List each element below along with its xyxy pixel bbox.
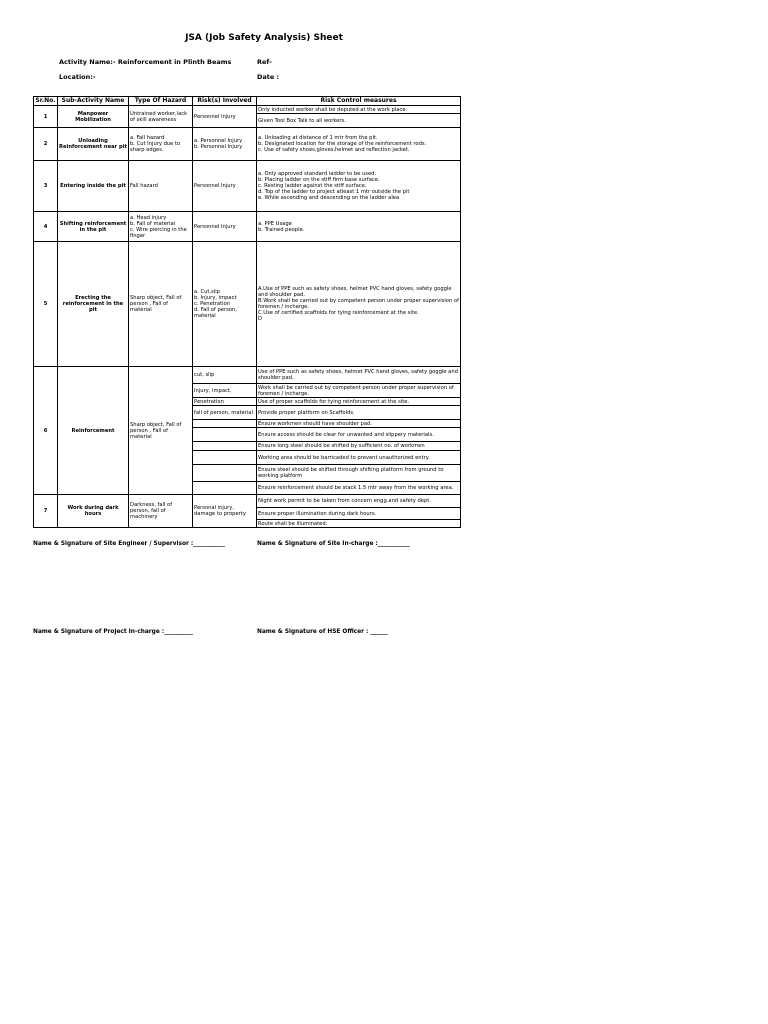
header-sr-no: Sr.No. xyxy=(35,97,56,104)
control-measure: Given Tool Box Talk to all workers. xyxy=(257,114,461,128)
risk-involved xyxy=(193,451,257,465)
hse-officer-signature: Name & Signature of HSE Officer : ______ xyxy=(257,629,388,635)
control-measure: a. Unloading at distance of 1 mtr from the pit. b. Designated location for the storage of the reinforcement rods. c. Use of safety shoes,gloves,helmet and reflection jacket. xyxy=(257,128,461,161)
sheet-title: JSA (Job Safety Analysis) Sheet xyxy=(185,33,343,43)
header-control-measures: Risk Control measures xyxy=(257,97,461,106)
control-measure: Ensure access should be clear for unwanted and slippery materials. xyxy=(257,428,461,442)
ref-label: Ref- xyxy=(257,58,272,66)
hazard-type: Sharp object, Fall of person , Fall of material xyxy=(129,242,193,367)
activity-name: Activity Name:- Reinforcement in Plinth Beams xyxy=(59,58,232,66)
control-measure: Ensure reinforcement should be stack 1.5 mtr away from the working area. xyxy=(257,482,461,495)
control-measure: Night work permit to be taken from concern engg.and safety dept. xyxy=(257,495,461,508)
hazard-type: Sharp object, Fall of person , Fall of material xyxy=(129,367,193,495)
sub-activity: Erecting the reinforcement in the pit xyxy=(58,242,129,367)
control-measure: Route shall be illuminated. xyxy=(257,520,461,528)
table-header-row xyxy=(34,97,461,106)
control-measure: Ensure proper illumination during dark hours. xyxy=(257,508,461,520)
site-engineer-signature: Name & Signature of Site Engineer / Supervisor :___________ xyxy=(33,541,226,547)
table-row xyxy=(34,106,461,114)
risk-involved xyxy=(193,442,257,451)
hazard-type: Untrained worker,lack of skill awareness xyxy=(129,106,193,128)
hazard-type: a. Head injury b. Fall of material c. Wire piercing in the finger xyxy=(129,212,193,242)
location-label: Location:- xyxy=(59,73,96,81)
site-incharge-signature: Name & Signature of Site In-charge :___________ xyxy=(257,541,410,547)
risk-involved: Personnel injury xyxy=(193,106,257,128)
date-label: Date : xyxy=(257,73,280,81)
risk-involved: Personnel Injury xyxy=(193,212,257,242)
sr-no: 7 xyxy=(34,495,58,528)
hazard-type: Darkness, fall of person, fall of machinery xyxy=(129,495,193,528)
control-measure: Provide proper platform on Scaffolds. xyxy=(257,406,461,420)
sr-no: 2 xyxy=(34,128,58,161)
sub-activity: Manpower Mobilization xyxy=(58,106,129,128)
table-row xyxy=(34,367,461,384)
risk-involved: a. Personnel Injury b. Personnel Injury xyxy=(193,128,257,161)
risk-involved: Personnel Injury xyxy=(193,161,257,212)
header-sub-activity: Sub-Activity Name xyxy=(58,97,129,106)
control-measure: Working area should be barricaded to prevent unauthorized entry. xyxy=(257,451,461,465)
control-measure: Only inducted worker shall be deputed at the work place. xyxy=(257,106,461,114)
control-measure: a. PPE Usage b. Trained people. xyxy=(257,212,461,242)
sub-activity: Reinforcement xyxy=(58,367,129,495)
risk-involved xyxy=(193,465,257,482)
risk-involved: Personal injury, damage to property xyxy=(193,495,257,528)
sr-no: 5 xyxy=(34,242,58,367)
risk-involved: Penetration xyxy=(193,398,257,406)
project-incharge-signature: Name & Signature of Project In-charge :__________ xyxy=(33,629,194,635)
sr-no: 4 xyxy=(34,212,58,242)
sr-no: 6 xyxy=(34,367,58,495)
table-row xyxy=(34,495,461,508)
hazard-type: Fall hazard xyxy=(129,161,193,212)
control-measure: Ensure steel should be shifted through shifting platform from ground to working platform xyxy=(257,465,461,482)
table-row xyxy=(34,242,461,367)
table-row xyxy=(34,128,461,161)
control-measure: Work shall be carried out by competent person under proper supervision of foremen / incharge. xyxy=(257,384,461,398)
control-measure: Use of proper scaffolds for tying reinforcement at the site. xyxy=(257,398,461,406)
control-measure: Ensure long steel should be shifted by sufficient no. of workmen xyxy=(257,442,461,451)
header-risks: Risk(s) Involved xyxy=(193,97,257,106)
control-measure: Ensure workmen should have shoulder pad. xyxy=(257,420,461,428)
risk-involved: fall of person, material xyxy=(193,406,257,420)
sr-no: 3 xyxy=(34,161,58,212)
sub-activity: Shifting reinforcement in the pit xyxy=(58,212,129,242)
risk-involved: Injury, impact, xyxy=(193,384,257,398)
risk-involved xyxy=(193,420,257,428)
risk-involved xyxy=(193,482,257,495)
risk-involved: a. Cut,slip b. Injury, impact c. Penetration d. Fall of person, material xyxy=(193,242,257,367)
control-measure: A.Use of PPE such as safety shoes, helmet PVC hand gloves, safety goggle and shoulder pad. B.Work shall be carried out by competent person under proper supervision of foremen / incharge. C.Use of certified scaffolds for tying reinforcement at the site. D xyxy=(257,242,461,367)
hazard-type: a. Fall hazard b. Cut Injury due to sharp edges. xyxy=(129,128,193,161)
table-row xyxy=(34,212,461,242)
sub-activity: Work during dark hours xyxy=(58,495,129,528)
sub-activity: Unloading Reinforcement near pit xyxy=(58,128,129,161)
risk-involved xyxy=(193,428,257,442)
header-hazard-type: Type Of Hazard xyxy=(129,97,193,106)
control-measure: Use of PPE such as safety shoes, helmet PVC hand gloves, safety goggle and shoulder pad. xyxy=(257,367,461,384)
sub-activity: Entering inside the pit xyxy=(58,161,129,212)
table-row xyxy=(34,161,461,212)
sr-no: 1 xyxy=(34,106,58,128)
jsa-table xyxy=(33,96,461,528)
control-measure: a. Only approved standard ladder to be used. b. Placing ladder on the stiff firm base surface. c. Resting ladder against the stiff surface. d. Top of the ladder to project atleast 1 mtr outside the pit e. While ascending and descending on the ladder alea xyxy=(257,161,461,212)
risk-involved: cut, slip xyxy=(193,367,257,384)
